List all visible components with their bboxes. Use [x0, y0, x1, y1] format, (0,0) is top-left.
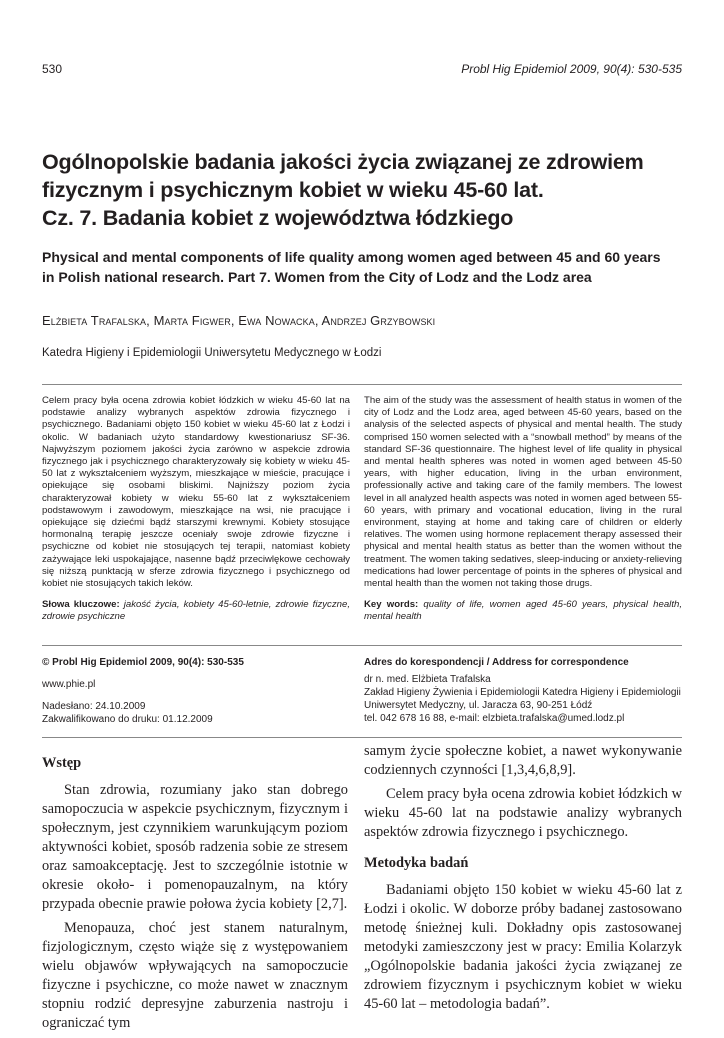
- title-line: in Polish national research. Part 7. Women from the City of Lodz and the Lodz area: [42, 269, 592, 285]
- correspondence-line: tel. 042 678 16 88, e-mail: elzbieta.trafalska@umed.lodz.pl: [364, 713, 625, 724]
- section-heading-methods: Metodyka badań: [364, 855, 469, 871]
- journal-reference: Probl Hig Epidemiol 2009, 90(4): 530-535: [461, 62, 682, 76]
- keywords-label: Key words:: [364, 599, 419, 611]
- body-column-right: [364, 742, 682, 1019]
- abstract-text: Celem pracy była ocena zdrowia kobiet łódzkich w wieku 45-60 lat na podstawie analizy wybranych aspektów zdrowia fizycznego i psychicznego. Badaniami objęto 150 kobiet w wieku 45-60 lat z Łodzi i okolic. W badaniach użyto standardowy kwestionariusz SF-36. Najwyższym poziomem jakości życia zarówno w aspekcie zdrowia fizycznego jak i psychicznego charakteryzowały się kobiety w wieku 45-50 lat z wykształceniem wyższym, mieszkające w mieście, pracujące i opiekujące się osobami bliskimi. Najniższy poziom życia charakteryzował kobiety w wieku 55-60 lat z wykształceniem podstawowym i zawodowym, mieszkające na wsi, nie pracujące i opiekujące się dziećmi bądź starszymi krewnymi. Kobiety stosujące hormonalną terapię jeszcze oceniały swoje zdrowie fizyczne i psychiczne od kobiet nie stosujących tej terapii, natomiast kobiety zażywające leki uspokajające, nasenne bądź przeciwlękowe cechowały się niższą punktacją w sferze zdrowia fizycznego i psychicznego od kobiet nie stosujących takich leków.: [42, 395, 350, 590]
- title-line: fizycznym i psychicznym kobiet w wieku 45-60 lat.: [42, 178, 544, 202]
- paragraph: Stan zdrowia, rozumiany jako stan dobrego samopoczucia w aspekcie psychicznym, fizycznym i społecznym, jest czynnikiem warunkującym poziom aktywności kobiet, sposób radzenia sobie ze stresem oraz samoakceptację. Jest to szczególnie istotnie w okresie około- i pomenopauzalnym, na który przypada obecnie prawie połowa życia kobiety [2,7].: [42, 782, 348, 912]
- title-line: Physical and mental components of life quality among women aged between 45 and 60 years: [42, 249, 661, 265]
- accepted-date: Zakwalifikowano do druku: 01.12.2009: [42, 714, 213, 725]
- keywords-english: [364, 599, 682, 623]
- article-metadata: [42, 656, 342, 726]
- abstract-bottom-rule: [42, 645, 682, 646]
- title-line: Ogólnopolskie badania jakości życia związanej ze zdrowiem: [42, 150, 644, 174]
- affiliation: Katedra Higieny i Epidemiologii Uniwersytetu Medycznego w Łodzi: [42, 347, 382, 359]
- paragraph: samym życie społeczne kobiet, a nawet wykonywanie codziennych czynności [1,3,4,6,8,9].: [364, 743, 682, 778]
- section-heading-intro: Wstęp: [42, 755, 82, 771]
- page-number: 530: [42, 62, 63, 76]
- journal-url[interactable]: www.phie.pl: [42, 679, 96, 690]
- title-line: Cz. 7. Badania kobiet z województwa łódzkiego: [42, 206, 514, 230]
- paragraph: Celem pracy była ocena zdrowia kobiet łódzkich w wieku 45-60 lat na podstawie analizy wybranych aspektów zdrowia fizycznego i psychicznego.: [364, 786, 682, 840]
- correspondence-address: [364, 656, 682, 725]
- abstract-polish: [42, 395, 350, 624]
- keywords-label: Słowa kluczowe:: [42, 599, 120, 611]
- abstract-text: The aim of the study was the assessment of health status in women of the city of Lodz and the Lodz area, aged between 45-60 years, based on the analysis of the selected aspects of physical and mental health. The study comprised 150 women selected with a “snowball method” by means of the standard SF-36 questionnaire. The highest level of life quality in physical and mental health spheres was noted in women aged between 45-50 years, with higher education, living in the urban environment, professionally active and taking care of the family members. The lowest level in all analyzed health aspects was noted in women aged between 55-60 years, with primary and vocational education, living in the rural environment, staying at home and taking care of children or elderly relatives. The women using hormone replacement therapy assessed their physical and mental health status as better than the women without the treatment. The women taking sedatives, sleep-inducing or anxiety-relieving medications had lower percentage of points in the spheres of physical and mental health than the women not taking those drugs.: [364, 395, 682, 590]
- correspondence-line: Zakład Higieny Żywienia i Epidemiologii Katedra Higieny i Epidemiologii: [364, 687, 681, 698]
- paragraph: Menopauza, choć jest stanem naturalnym, fizjologicznym, często wiąże się z występowaniem wielu objawów wpływających na samopoczucie fizyczne i psychiczne, co może nawet w znacznym stopniu rodzić depresyjne zaburzenia nastroju i ograniczać tym: [42, 920, 348, 1031]
- keywords-polish: [42, 599, 350, 623]
- article-title-polish: [42, 148, 692, 232]
- paragraph: Badaniami objęto 150 kobiet w wieku 45-60 lat z Łodzi i okolic. W doborze próby badanej zastosowano metodę śnieżnej kuli. Dokładny opis zastosowanej metodyki zamieszczony jest w pracy: Emilia Kolarzyk „Ogólnopolskie badania jakości życia związanej ze zdrowiem fizycznym i psychicznym kobiet w wieku 45-60 lat – metodologia badań”.: [364, 882, 682, 1012]
- correspondence-line: dr n. med. Elżbieta Trafalska: [364, 674, 491, 685]
- body-top-rule: [42, 737, 682, 738]
- article-title-english: [42, 247, 692, 287]
- citation: © Probl Hig Epidemiol 2009, 90(4): 530-535: [42, 657, 244, 668]
- keywords-text: jakość życia, kobiety 45-60-letnie, zdrowie fizyczne, zdrowie psychiczne: [42, 599, 350, 623]
- keywords-text: quality of life, women aged 45-60 years, physical health, mental health: [364, 599, 682, 623]
- correspondence-heading: Adres do korespondencji / Address for correspondence: [364, 657, 629, 668]
- authors: Elżbieta Trafalska, Marta Figwer, Ewa Nowacka, Andrzej Grzybowski: [42, 313, 436, 328]
- abstract-english: [364, 395, 682, 624]
- body-column-left: [42, 748, 348, 1038]
- submitted-date: Nadesłano: 24.10.2009: [42, 701, 146, 712]
- correspondence-line: Uniwersytet Medyczny, ul. Jaracza 63, 90-251 Łódź: [364, 700, 593, 711]
- abstract-top-rule: [42, 384, 682, 385]
